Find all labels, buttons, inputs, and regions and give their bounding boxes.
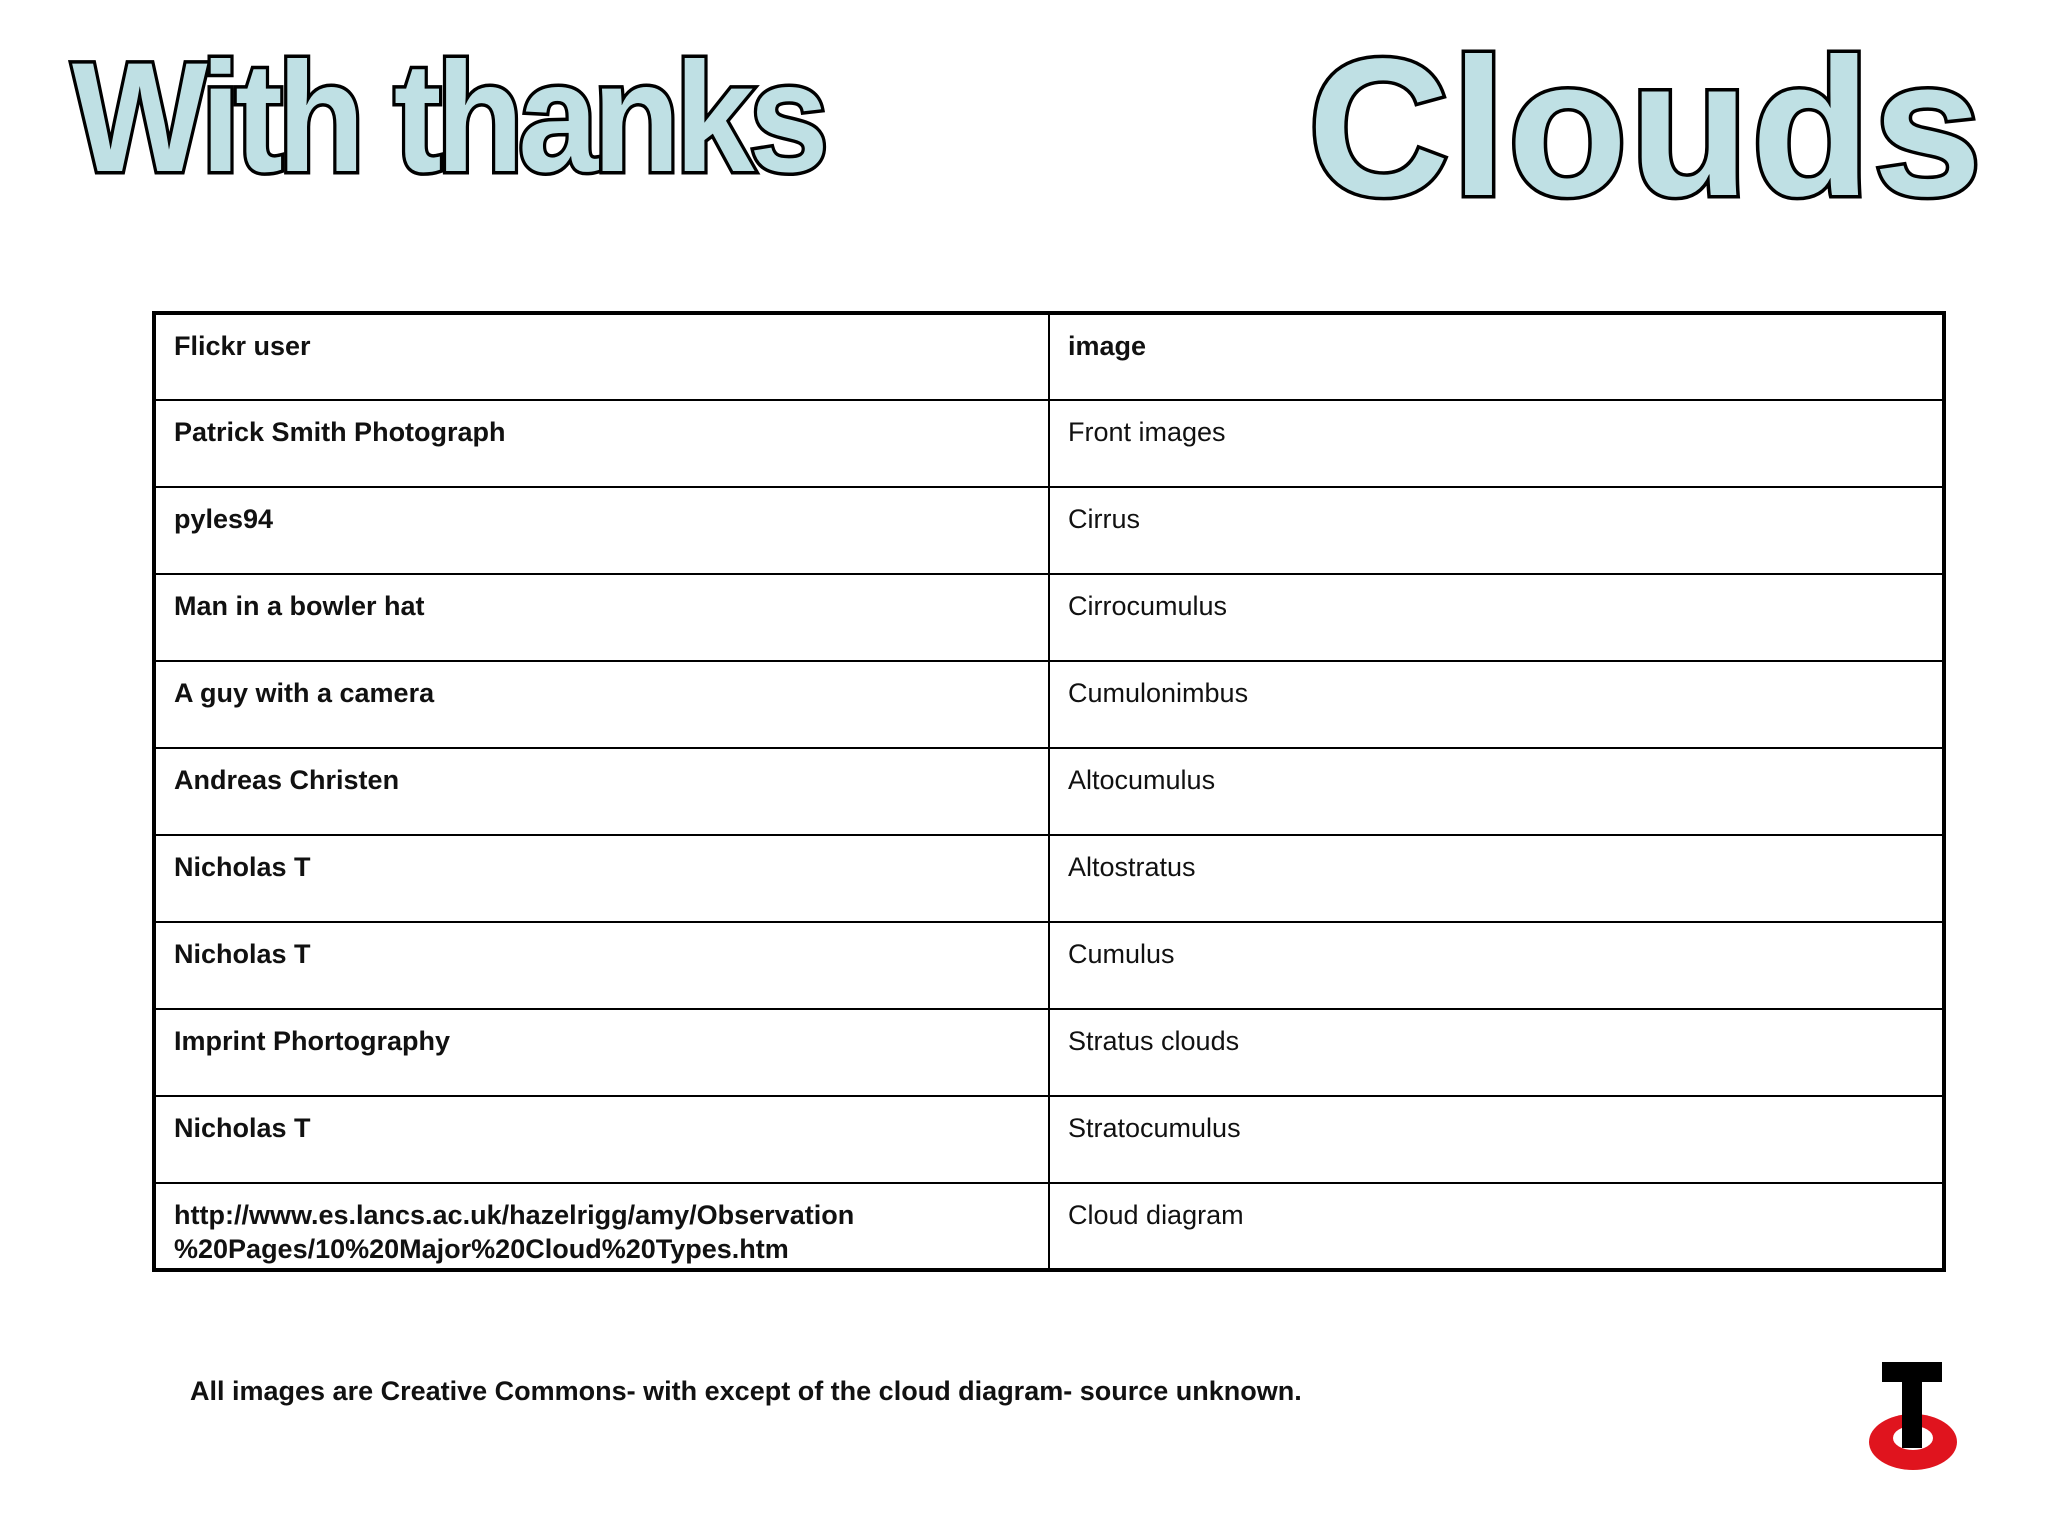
footnote: All images are Creative Commons- with except of the cloud diagram- source unknown. bbox=[190, 1376, 1302, 1406]
cell-image: Cloud diagram bbox=[1049, 1183, 1944, 1270]
cell-user: Nicholas T bbox=[154, 1096, 1049, 1183]
cell-user: Nicholas T bbox=[154, 835, 1049, 922]
title-with-thanks: With thanks bbox=[72, 31, 824, 205]
cell-image: Cirrus bbox=[1049, 487, 1944, 574]
header-flickr-user: Flickr user bbox=[154, 313, 1049, 400]
cell-user-url bbox=[154, 1183, 1049, 1270]
cell-user: Man in a bowler hat bbox=[154, 574, 1049, 661]
t-logo-icon bbox=[1858, 1358, 1968, 1476]
cell-user: Andreas Christen bbox=[154, 748, 1049, 835]
cell-image: Front images bbox=[1049, 400, 1944, 487]
table-row bbox=[154, 487, 1944, 574]
url-line-2: %20Pages/10%20Major%20Cloud%20Types.htm bbox=[174, 1234, 789, 1264]
cell-image: Cumulonimbus bbox=[1049, 661, 1944, 748]
cell-image: Altocumulus bbox=[1049, 748, 1944, 835]
title-clouds: Clouds bbox=[1307, 18, 1984, 237]
table-row bbox=[154, 922, 1944, 1009]
url-line-1: http://www.es.lancs.ac.uk/hazelrigg/amy/Observation bbox=[174, 1200, 855, 1230]
table-row bbox=[154, 835, 1944, 922]
table-row bbox=[154, 661, 1944, 748]
cell-user: Imprint Phortography bbox=[154, 1009, 1049, 1096]
cell-image: Stratus clouds bbox=[1049, 1009, 1944, 1096]
cell-image: Cirrocumulus bbox=[1049, 574, 1944, 661]
cell-user: pyles94 bbox=[154, 487, 1049, 574]
credits-table bbox=[152, 311, 1946, 1272]
table-row bbox=[154, 1009, 1944, 1096]
table-row bbox=[154, 1096, 1944, 1183]
header-image: image bbox=[1049, 313, 1944, 400]
logo-t-stem bbox=[1902, 1362, 1922, 1448]
cell-user: Nicholas T bbox=[154, 922, 1049, 1009]
table-row bbox=[154, 1183, 1944, 1270]
cell-image: Altostratus bbox=[1049, 835, 1944, 922]
cell-user: A guy with a camera bbox=[154, 661, 1049, 748]
cell-user: Patrick Smith Photograph bbox=[154, 400, 1049, 487]
table-row bbox=[154, 748, 1944, 835]
cell-image: Stratocumulus bbox=[1049, 1096, 1944, 1183]
cell-image: Cumulus bbox=[1049, 922, 1944, 1009]
table-row bbox=[154, 400, 1944, 487]
table-header-row bbox=[154, 313, 1944, 400]
table-row bbox=[154, 574, 1944, 661]
